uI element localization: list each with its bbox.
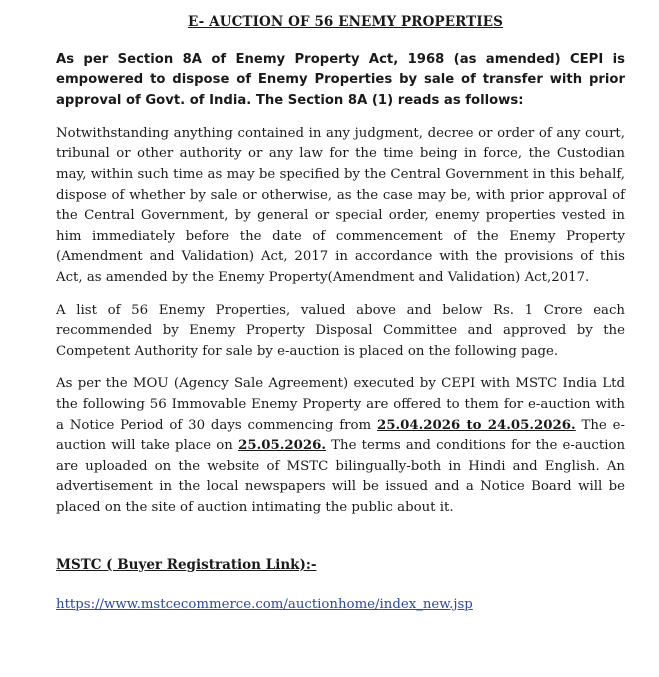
auction-date: 25.05.2026. (238, 438, 326, 454)
notice-period-dates: 25.04.2026 to 24.05.2026. (376, 417, 576, 433)
mou-text-part-1: As per the MOU (Agency Sale Agreement) executed by CEPI with MSTC India Ltd the following 56 Immovable Enemy Property are offered to them for e-auction with a Notice Period of 30 days commencing from (56, 376, 625, 433)
intro-paragraph: As per Section 8A of Enemy Property Act, 1968 (as amended) CEPI is empowered to dispose of Enemy Properties by sale of transfer with prior approval of Govt. of India. The Section 8A (1) reads as follows: (56, 52, 625, 108)
section-8a-quote-paragraph: Notwithstanding anything contained in any judgment, decree or order of any court, tribunal or other authority or any law for the time being in force, the Custodian may, within such time as may be specified by the Central Government in this behalf, dispose of whether by sale or otherwise, as the case may be, with prior approval of the Central Government, by general or special order, enemy properties vested in him immediately before the date of commencement of the Enemy Property (Amendment and Validation) Act, 2017 in accordance with the provisions of this Act, as amended by the Enemy Property(Amendment and Validation) Act,2017. (56, 125, 625, 286)
document-title: E- AUCTION OF 56 ENEMY PROPERTIES (188, 14, 503, 30)
mou-text-part-3: The terms and conditions for the e-auction are uploaded on the website of MSTC bilingually-both in Hindi and English. An advertisement in the local newspapers will be issued and a Notice Board will be placed on the site of auction intimating the public about it. (56, 438, 626, 515)
mstc-registration-heading: MSTC ( Buyer Registration Link):- (56, 556, 317, 573)
property-list-paragraph: A list of 56 Enemy Properties, valued above and below Rs. 1 Crore each recommended by Enemy Property Disposal Committee and approved by the Competent Authority for sale by e-auction is placed on the following page. (56, 302, 625, 359)
mou-text-part-2: The e-auction will take place on (56, 417, 626, 454)
mstc-registration-link[interactable]: https://www.mstcecommerce.com/auctionhome/index_new.jsp (56, 596, 473, 612)
mou-paragraph (56, 374, 625, 518)
